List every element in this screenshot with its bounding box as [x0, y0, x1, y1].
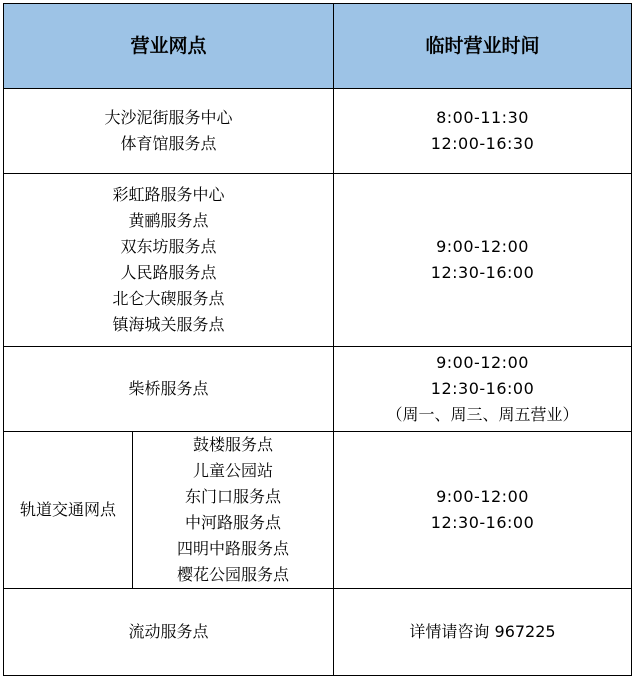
outlet-cell	[4, 89, 334, 174]
hours-text: 8:00-11:30	[436, 108, 529, 127]
table-row	[4, 174, 632, 347]
outlet-name: 双东坊服务点	[120, 237, 217, 256]
hours-text: 9:00-12:00	[436, 353, 529, 372]
outlet-name: 黄鹂服务点	[128, 211, 209, 230]
header-hours: 临时营业时间	[334, 4, 632, 89]
outlet-name: 中河路服务点	[185, 513, 282, 532]
outlet-name: 东门口服务点	[185, 487, 282, 506]
hours-cell	[334, 589, 632, 676]
table-row	[4, 589, 632, 676]
outlet-name: 人民路服务点	[120, 263, 217, 282]
outlet-cell	[4, 589, 334, 676]
hours-text: 9:00-12:00	[436, 237, 529, 256]
outlet-name: 樱花公园服务点	[177, 565, 290, 584]
outlet-name: 儿童公园站	[193, 461, 274, 480]
outlet-name: 柴桥服务点	[128, 379, 209, 398]
hours-note: （周一、周三、周五营业）	[386, 405, 579, 424]
outlet-cell	[4, 174, 334, 347]
hours-text: 12:00-16:30	[430, 134, 535, 153]
hours-cell	[334, 89, 632, 174]
outlet-cell	[4, 347, 334, 432]
hours-text: 9:00-12:00	[436, 487, 529, 506]
hours-text: 12:30-16:00	[430, 263, 535, 282]
header-outlet: 营业网点	[4, 4, 334, 89]
table-row	[4, 89, 632, 174]
group-cell: 轨道交通网点	[4, 432, 133, 589]
outlet-name: 流动服务点	[128, 622, 209, 641]
outlet-name: 鼓楼服务点	[193, 435, 274, 454]
outlet-name: 北仑大碶服务点	[112, 289, 225, 308]
outlet-name: 镇海城关服务点	[112, 315, 225, 334]
outlet-name: 体育馆服务点	[120, 134, 217, 153]
business-hours-table	[3, 3, 632, 676]
hours-cell	[334, 432, 632, 589]
hours-text: 12:30-16:00	[430, 379, 535, 398]
table-row	[4, 432, 632, 589]
table-row	[4, 347, 632, 432]
outlet-name: 彩虹路服务中心	[112, 185, 225, 204]
outlet-name: 大沙泥街服务中心	[104, 108, 233, 127]
hours-cell	[334, 347, 632, 432]
outlet-cell	[133, 432, 334, 589]
outlet-name: 四明中路服务点	[177, 539, 290, 558]
hours-cell	[334, 174, 632, 347]
hours-text: 12:30-16:00	[430, 513, 535, 532]
hours-text: 详情请咨询 967225	[409, 622, 556, 641]
table-header-row	[4, 4, 632, 89]
